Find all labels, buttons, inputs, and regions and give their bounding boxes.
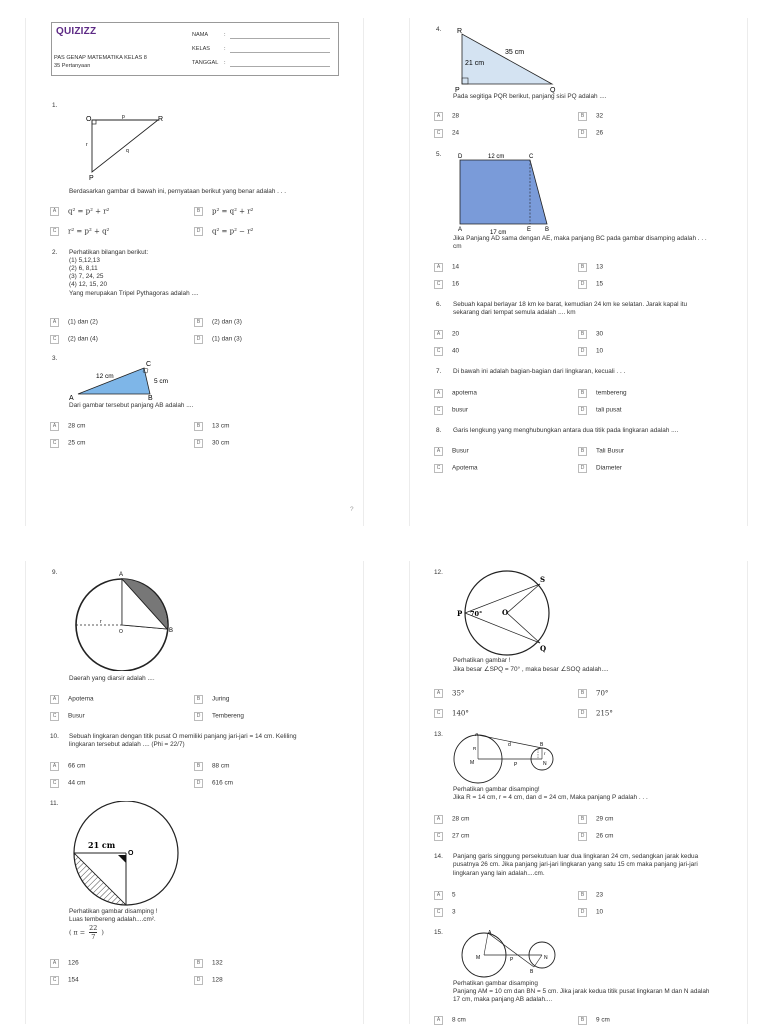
option-text: 88 cm xyxy=(212,762,230,770)
option-letter: A xyxy=(434,815,443,824)
question-number: 3. xyxy=(52,355,58,362)
option-letter: D xyxy=(194,779,203,788)
option-text: (1) dan (3) xyxy=(212,335,242,343)
option-text: p² = q² + r² xyxy=(212,207,254,216)
pi-denominator: 7 xyxy=(91,933,96,941)
option-text: 9 cm xyxy=(596,1016,610,1024)
option-letter: A xyxy=(50,959,59,968)
option-text: 140° xyxy=(452,709,469,718)
option-letter: B xyxy=(194,318,203,327)
option-text: (2) dan (3) xyxy=(212,318,242,326)
option-letter: B xyxy=(578,112,587,121)
field-tanggal-colon: : xyxy=(224,60,226,66)
label-o: O xyxy=(86,116,92,123)
question-text: pusatnya 26 cm. Jika panjang jari-jari lingkaran yang satu 15 cm maka panjang jari-jari xyxy=(453,861,698,868)
option-letter: D xyxy=(578,908,587,917)
pi-formula xyxy=(69,924,104,941)
option-letter: B xyxy=(578,330,587,339)
question-number: 2. xyxy=(52,249,58,256)
option-d[interactable] xyxy=(578,280,603,289)
question-text: lingkaran yang lain adalah....cm. xyxy=(453,870,545,877)
option-text: 3 xyxy=(452,908,456,916)
option-d[interactable] xyxy=(194,335,242,344)
label-d: D xyxy=(458,154,463,160)
question-number: 7. xyxy=(436,368,442,375)
right-triangle-abc-figure xyxy=(66,356,186,402)
page-marker: ? xyxy=(350,506,354,513)
option-b[interactable] xyxy=(578,689,608,698)
quizizz-logo: QUIZIZZ xyxy=(56,26,97,37)
option-letter: A xyxy=(434,112,443,121)
worksheet-header xyxy=(51,22,339,76)
worksheet-page-4 xyxy=(409,561,748,1024)
option-a[interactable] xyxy=(50,959,79,968)
option-text: 44 cm xyxy=(68,779,86,787)
option-text: (1) dan (2) xyxy=(68,318,98,326)
option-text: 35° xyxy=(452,689,465,698)
question-text: (3) 7, 24, 25 xyxy=(69,273,104,280)
option-letter: D xyxy=(194,227,203,236)
option-text: 24 xyxy=(452,129,460,137)
option-text: 26 cm xyxy=(596,832,614,840)
option-b[interactable] xyxy=(578,263,603,272)
option-letter: A xyxy=(50,318,59,327)
option-text: 616 cm xyxy=(212,779,233,787)
question-number: 12. xyxy=(434,569,443,576)
label-small-r: r xyxy=(544,751,546,756)
option-a[interactable] xyxy=(50,318,98,327)
option-text: Apotema xyxy=(452,464,478,472)
option-a[interactable] xyxy=(434,891,456,900)
option-letter: C xyxy=(50,779,59,788)
option-letter: A xyxy=(434,447,443,456)
option-letter: C xyxy=(50,227,59,236)
option-d[interactable] xyxy=(194,779,233,788)
option-c[interactable] xyxy=(434,347,459,356)
option-c[interactable] xyxy=(434,406,468,415)
option-d[interactable] xyxy=(578,832,613,841)
option-a[interactable] xyxy=(434,689,464,698)
option-c[interactable] xyxy=(50,335,98,344)
option-a[interactable] xyxy=(434,330,459,339)
question-number: 8. xyxy=(436,427,442,434)
label-b: B xyxy=(148,395,153,402)
label-n: N xyxy=(543,761,547,767)
option-letter: B xyxy=(578,447,587,456)
option-letter: D xyxy=(578,406,587,415)
option-text: (2) dan (4) xyxy=(68,335,98,343)
option-text: 13 xyxy=(596,263,604,271)
option-letter: D xyxy=(194,976,203,985)
question-text: Berdasarkan gambar di bawah ini, pernyataan berikut yang benar adalah . . . xyxy=(69,188,287,195)
option-b[interactable] xyxy=(578,112,603,121)
label-r-side: r xyxy=(86,142,88,148)
two-circles-cross-tangent-figure xyxy=(452,929,562,979)
option-text: 28 cm xyxy=(452,815,470,823)
question-text: cm xyxy=(453,243,462,250)
label-p: P xyxy=(89,175,94,182)
question-text: Jika besar ∠SPQ = 70° , maka besar ∠SOQ adalah.... xyxy=(453,666,609,673)
question-text: Perhatikan gambar disamping! xyxy=(453,786,540,793)
question-text: Perhatikan gambar disamping ! xyxy=(69,908,158,915)
question-text: (2) 6, 8,11 xyxy=(69,265,98,272)
label-p: P xyxy=(514,762,518,768)
option-letter: B xyxy=(194,695,203,704)
label-m: M xyxy=(476,955,481,961)
option-d[interactable] xyxy=(578,406,622,415)
circle-inscribed-angle-figure xyxy=(456,567,556,657)
option-letter: D xyxy=(578,709,587,718)
option-text: q² = p² + r² xyxy=(68,207,110,216)
option-letter: A xyxy=(50,207,59,216)
option-a[interactable] xyxy=(434,112,459,121)
option-text: q² = p² − r² xyxy=(212,227,254,236)
option-letter: A xyxy=(434,263,443,272)
option-text: 10 xyxy=(596,908,604,916)
option-letter: A xyxy=(434,389,443,398)
option-text: 15 xyxy=(596,280,604,288)
option-text: 70° xyxy=(596,689,609,698)
question-number: 6. xyxy=(436,301,442,308)
option-letter: D xyxy=(194,439,203,448)
option-letter: C xyxy=(50,335,59,344)
question-number: 15. xyxy=(434,929,443,936)
question-text: Panjang AM = 10 cm dan BN = 5 cm. Jika jarak kedua titik pusat lingkaran M dan N adalah xyxy=(453,988,710,995)
option-text: 5 xyxy=(452,891,456,899)
worksheet-title: PAS GENAP MATEMATIKA KELAS 8 xyxy=(54,55,147,61)
option-text: 20 xyxy=(452,330,460,338)
question-text: sekarang dari tempat semula adalah .... km xyxy=(453,309,576,316)
option-text: 215° xyxy=(596,709,613,718)
label-o: O xyxy=(119,629,123,635)
option-letter: C xyxy=(434,347,443,356)
option-letter: D xyxy=(578,347,587,356)
question-text: Daerah yang diarsir adalah .... xyxy=(69,675,155,682)
question-text: Pada segitiga PQR berikut, panjang sisi PQ adalah .... xyxy=(453,93,607,100)
label-a: A xyxy=(69,395,74,402)
label-o: O xyxy=(128,850,134,857)
label-b: B xyxy=(530,969,534,975)
option-a[interactable] xyxy=(434,389,477,398)
question-count: 35 Pertanyaan xyxy=(54,63,91,69)
option-a[interactable] xyxy=(50,762,85,771)
option-text: 8 cm xyxy=(452,1016,466,1024)
label-p: P xyxy=(457,609,463,618)
option-letter: C xyxy=(50,712,59,721)
label-rq: 35 cm xyxy=(505,49,525,56)
field-kelas-line[interactable] xyxy=(230,52,330,53)
option-letter: A xyxy=(434,1016,443,1025)
option-c[interactable] xyxy=(50,227,109,236)
option-letter: A xyxy=(434,891,443,900)
question-text: Garis lengkung yang menghubungkan antara dua titik pada lingkaran adalah .... xyxy=(453,427,679,434)
option-d[interactable] xyxy=(578,129,603,138)
option-a[interactable] xyxy=(50,422,85,431)
label-q: Q xyxy=(550,87,556,94)
question-text: (4) 12, 15, 20 xyxy=(69,281,108,288)
option-text: Apotema xyxy=(68,695,94,703)
option-letter: C xyxy=(434,832,443,841)
circle-tembereng-figure xyxy=(66,801,196,907)
option-letter: D xyxy=(578,464,587,473)
question-text: Panjang garis singgung persekutuan luar dua lingkaran 24 cm, sedangkan jarak kedua xyxy=(453,853,699,860)
question-text: Sebuah lingkaran dengan titik pusat O memiliki panjang jari-jari = 14 cm. Keliling xyxy=(69,733,297,740)
field-kelas-label: KELAS xyxy=(192,46,211,52)
option-letter: A xyxy=(434,330,443,339)
option-letter: C xyxy=(434,406,443,415)
option-c[interactable] xyxy=(434,908,456,917)
label-n: N xyxy=(544,955,548,961)
field-kelas-colon: : xyxy=(224,46,226,52)
option-c[interactable] xyxy=(434,709,469,718)
option-letter: B xyxy=(194,422,203,431)
label-radius: 21 cm xyxy=(88,840,116,850)
circle-segment-figure xyxy=(66,567,186,671)
label-e: E xyxy=(527,227,532,233)
option-text: Busur xyxy=(452,447,469,455)
option-letter: B xyxy=(194,762,203,771)
option-c[interactable] xyxy=(50,439,85,448)
question-text: Dari gambar tersebut panjang AB adalah .... xyxy=(69,402,194,409)
option-text: 32 xyxy=(596,112,604,120)
option-letter: B xyxy=(194,959,203,968)
pi-close: ) xyxy=(101,928,104,937)
option-c[interactable] xyxy=(434,832,469,841)
option-letter: D xyxy=(578,129,587,138)
option-letter: B xyxy=(578,389,587,398)
label-b: B xyxy=(540,742,544,748)
question-text: Luas tembereng adalah....cm². xyxy=(69,916,156,923)
question-text: Sebuah kapal berlayar 18 km ke barat, kemudian 24 km ke selatan. Jarak kapal itu xyxy=(453,301,688,308)
option-c[interactable] xyxy=(434,280,459,289)
option-text: 16 xyxy=(452,280,460,288)
option-letter: A xyxy=(434,689,443,698)
option-b[interactable] xyxy=(194,318,242,327)
option-b[interactable] xyxy=(194,695,229,704)
option-text: 29 cm xyxy=(596,815,614,823)
right-triangle-pqr-figure xyxy=(452,24,562,94)
option-b[interactable] xyxy=(578,815,613,824)
label-r: R xyxy=(158,116,164,123)
option-d[interactable] xyxy=(194,712,244,721)
question-text: Yang merupakan Tripel Pythagoras adalah .... xyxy=(69,290,199,297)
label-cb: 5 cm xyxy=(154,378,169,385)
question-number: 1. xyxy=(52,102,58,109)
option-letter: C xyxy=(434,129,443,138)
option-letter: C xyxy=(434,464,443,473)
option-d[interactable] xyxy=(194,976,223,985)
field-nama-label: NAMA xyxy=(192,32,209,38)
question-number: 11. xyxy=(50,800,59,807)
question-number: 9. xyxy=(52,569,58,576)
field-nama-colon: : xyxy=(224,32,226,38)
option-text: 23 xyxy=(596,891,604,899)
option-letter: C xyxy=(434,709,443,718)
option-letter: A xyxy=(50,422,59,431)
option-text: 66 cm xyxy=(68,762,86,770)
question-text: 17 cm, maka panjang AB adalah.... xyxy=(453,996,553,1003)
option-text: 30 xyxy=(596,330,604,338)
option-text: 40 xyxy=(452,347,460,355)
option-text: busur xyxy=(452,406,468,414)
option-letter: D xyxy=(194,712,203,721)
label-p: P xyxy=(455,87,460,94)
option-a[interactable] xyxy=(50,207,109,216)
option-text: 25 cm xyxy=(68,439,86,447)
question-text: Perhatikan bilangan berikut: xyxy=(69,249,149,256)
worksheet-page-3 xyxy=(25,561,364,1024)
option-b[interactable] xyxy=(578,330,603,339)
question-number: 10. xyxy=(50,733,59,740)
question-text: Di bawah ini adalah bagian-bagian dari lingkaran, kecuali . . . xyxy=(453,368,626,375)
label-o: O xyxy=(502,608,509,617)
pi-numerator: 22 xyxy=(89,924,98,932)
option-text: 154 xyxy=(68,976,79,984)
label-top: 12 cm xyxy=(488,154,505,160)
label-r: r xyxy=(100,619,102,625)
option-text: r² = p² + q² xyxy=(68,227,110,236)
right-triangle-opr-figure xyxy=(78,110,168,182)
option-a[interactable] xyxy=(434,447,469,456)
option-letter: C xyxy=(50,439,59,448)
option-b[interactable] xyxy=(194,207,253,216)
option-c[interactable] xyxy=(50,976,79,985)
label-m: M xyxy=(470,760,475,766)
option-letter: A xyxy=(50,762,59,771)
worksheet-page-2 xyxy=(409,18,748,526)
option-a[interactable] xyxy=(434,263,459,272)
label-rp: 21 cm xyxy=(465,60,485,67)
option-text: 13 cm xyxy=(212,422,230,430)
label-ac: 12 cm xyxy=(96,373,114,380)
option-d[interactable] xyxy=(578,709,613,718)
trapezoid-abcd-figure xyxy=(454,150,554,234)
option-letter: B xyxy=(194,207,203,216)
worksheet-page-1 xyxy=(25,18,364,526)
label-angle: 70° xyxy=(470,610,483,618)
field-nama-line[interactable] xyxy=(230,38,330,39)
question-text: Jika Panjang AD sama dengan AE, maka panjang BC pada gambar disamping adalah . . . xyxy=(453,235,707,242)
label-r: R xyxy=(457,28,463,35)
option-letter: D xyxy=(578,280,587,289)
label-bottom: 17 cm xyxy=(490,230,507,234)
label-c: C xyxy=(529,154,534,160)
two-circles-tangent-figure xyxy=(452,733,562,785)
option-d[interactable] xyxy=(194,439,229,448)
option-letter: D xyxy=(194,335,203,344)
option-text: 28 xyxy=(452,112,460,120)
option-letter: C xyxy=(434,280,443,289)
option-text: tali pusat xyxy=(596,406,622,414)
option-c[interactable] xyxy=(434,464,478,473)
question-text: Perhatikan gambar ! xyxy=(453,657,511,664)
option-letter: C xyxy=(50,976,59,985)
option-d[interactable] xyxy=(578,347,603,356)
option-letter: A xyxy=(50,695,59,704)
option-text: Tali Busur xyxy=(596,447,625,455)
question-number: 4. xyxy=(436,26,442,33)
option-text: Tembereng xyxy=(212,712,244,720)
option-a[interactable] xyxy=(434,815,469,824)
field-tanggal-label: TANGGAL xyxy=(192,60,219,66)
option-text: 10 xyxy=(596,347,604,355)
label-b: B xyxy=(545,227,550,233)
label-q-side: q xyxy=(126,148,129,154)
option-text: 14 xyxy=(452,263,460,271)
option-text: 30 cm xyxy=(212,439,230,447)
option-text: Diameter xyxy=(596,464,622,472)
question-number: 13. xyxy=(434,731,443,738)
option-letter: B xyxy=(578,689,587,698)
label-a: A xyxy=(119,572,124,578)
option-text: 132 xyxy=(212,959,223,967)
label-p-top: p xyxy=(122,114,125,120)
option-b[interactable] xyxy=(194,422,229,431)
option-c[interactable] xyxy=(50,779,85,788)
option-letter: C xyxy=(434,908,443,917)
option-text: apotema xyxy=(452,389,477,397)
option-b[interactable] xyxy=(578,389,627,398)
option-c[interactable] xyxy=(434,129,459,138)
question-text: (1) 5,12,13 xyxy=(69,257,100,264)
pi-open: ( π = xyxy=(69,928,86,937)
option-text: 27 cm xyxy=(452,832,470,840)
option-text: Busur xyxy=(68,712,85,720)
option-text: 126 xyxy=(68,959,79,967)
option-d[interactable] xyxy=(194,227,253,236)
option-text: Juring xyxy=(212,695,230,703)
label-big-r: R xyxy=(473,746,477,751)
option-d[interactable] xyxy=(578,908,603,917)
question-text: Perhatikan gambar disamping xyxy=(453,980,538,987)
label-c: C xyxy=(146,361,152,368)
option-text: 128 xyxy=(212,976,223,984)
option-b[interactable] xyxy=(578,891,603,900)
option-letter: B xyxy=(578,815,587,824)
question-number: 14. xyxy=(434,853,443,860)
option-letter: B xyxy=(578,891,587,900)
option-letter: B xyxy=(578,263,587,272)
option-d[interactable] xyxy=(578,464,622,473)
label-q: Q xyxy=(540,644,547,653)
option-text: tembereng xyxy=(596,389,627,397)
question-text: lingkaran tersebut adalah .... (Phi = 22/7) xyxy=(69,741,185,748)
option-letter: D xyxy=(578,832,587,841)
label-a: A xyxy=(475,733,479,738)
label-p: P xyxy=(510,957,514,963)
label-b: B xyxy=(169,628,174,634)
option-b[interactable] xyxy=(194,762,229,771)
option-b[interactable] xyxy=(194,959,223,968)
option-b[interactable] xyxy=(578,447,624,456)
label-d: d xyxy=(508,742,511,748)
label-a: A xyxy=(458,227,463,233)
option-text: 26 xyxy=(596,129,604,137)
question-number: 5. xyxy=(436,151,442,158)
question-text: Jika R = 14 cm, r = 4 cm, dan d = 24 cm, Maka panjang P adalah . . . xyxy=(453,794,648,801)
label-a: A xyxy=(488,930,492,936)
option-text: 28 cm xyxy=(68,422,86,430)
option-letter: B xyxy=(578,1016,587,1025)
option-a[interactable] xyxy=(50,695,94,704)
label-s: S xyxy=(540,575,546,584)
option-c[interactable] xyxy=(50,712,85,721)
field-tanggal-line[interactable] xyxy=(230,66,330,67)
